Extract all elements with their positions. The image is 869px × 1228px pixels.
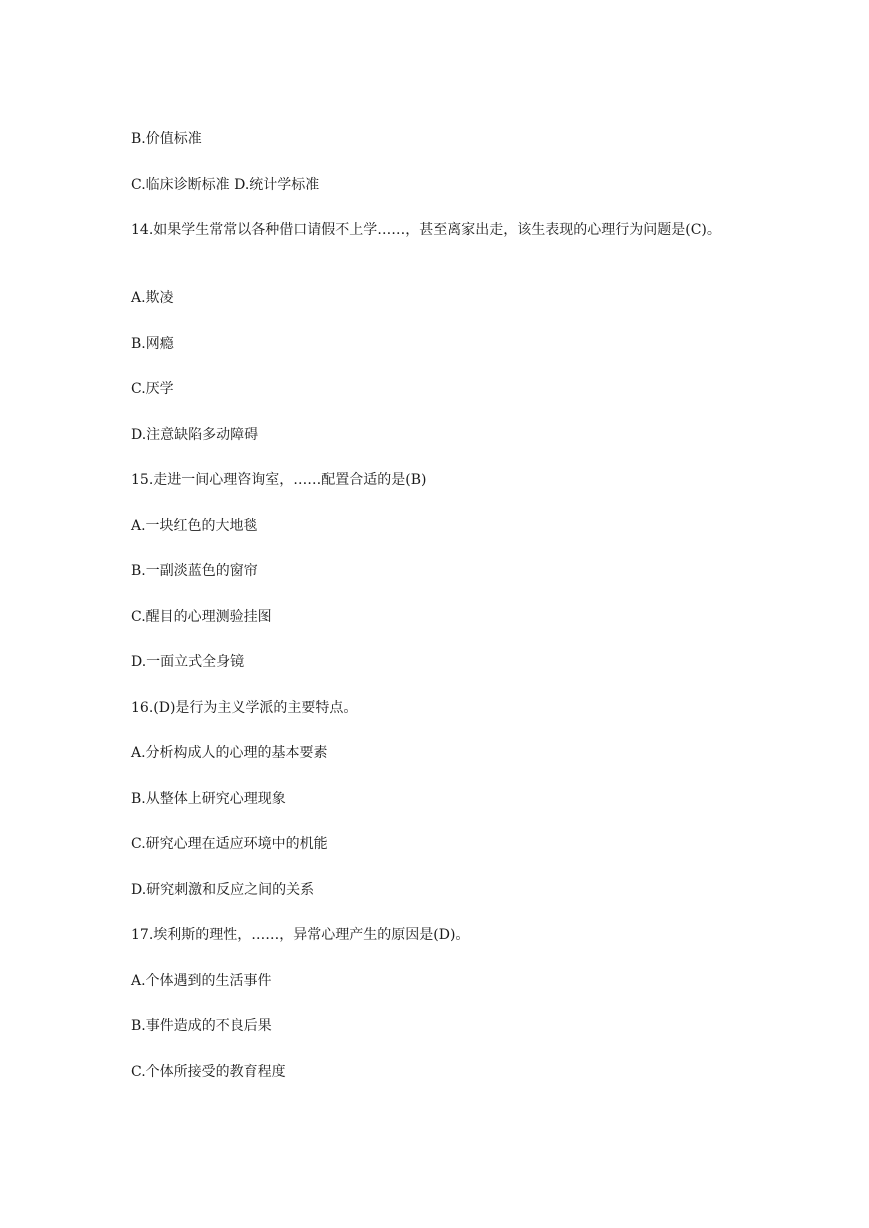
option-line: C.研究心理在适应环境中的机能 xyxy=(131,836,328,852)
option-line: D.一面立式全身镜 xyxy=(131,654,245,670)
option-line: B.网瘾 xyxy=(131,336,174,352)
option-line: C.个体所接受的教育程度 xyxy=(131,1064,286,1080)
option-line: C.厌学 xyxy=(131,381,174,397)
option-line: D.研究刺激和反应之间的关系 xyxy=(131,882,315,898)
option-line: B.价值标准 xyxy=(131,131,202,147)
option-line: A.个体遇到的生活事件 xyxy=(131,973,272,989)
option-line: B.事件造成的不良后果 xyxy=(131,1018,272,1034)
option-line: D.注意缺陷多动障碍 xyxy=(131,427,259,443)
option-line: A.分析构成人的心理的基本要素 xyxy=(131,745,328,761)
option-line: C.醒目的心理测验挂图 xyxy=(131,609,272,625)
question-line: 15.走进一间心理咨询室，……配置合适的是(B) xyxy=(131,472,427,488)
option-line: A.欺凌 xyxy=(131,290,174,306)
option-line: C.临床诊断标准 D.统计学标准 xyxy=(131,177,320,193)
question-line: 17.埃利斯的理性，……，异常心理产生的原因是(D)。 xyxy=(131,927,470,943)
question-line: 16.(D)是行为主义学派的主要特点。 xyxy=(131,700,358,716)
option-line: A.一块红色的大地毯 xyxy=(131,518,258,534)
option-line: B.从整体上研究心理现象 xyxy=(131,791,286,807)
option-line: B.一副淡蓝色的窗帘 xyxy=(131,563,258,579)
question-line: 14.如果学生常常以各种借口请假不上学……，甚至离家出走，该生表现的心理行为问题是(C)。 xyxy=(131,222,721,238)
